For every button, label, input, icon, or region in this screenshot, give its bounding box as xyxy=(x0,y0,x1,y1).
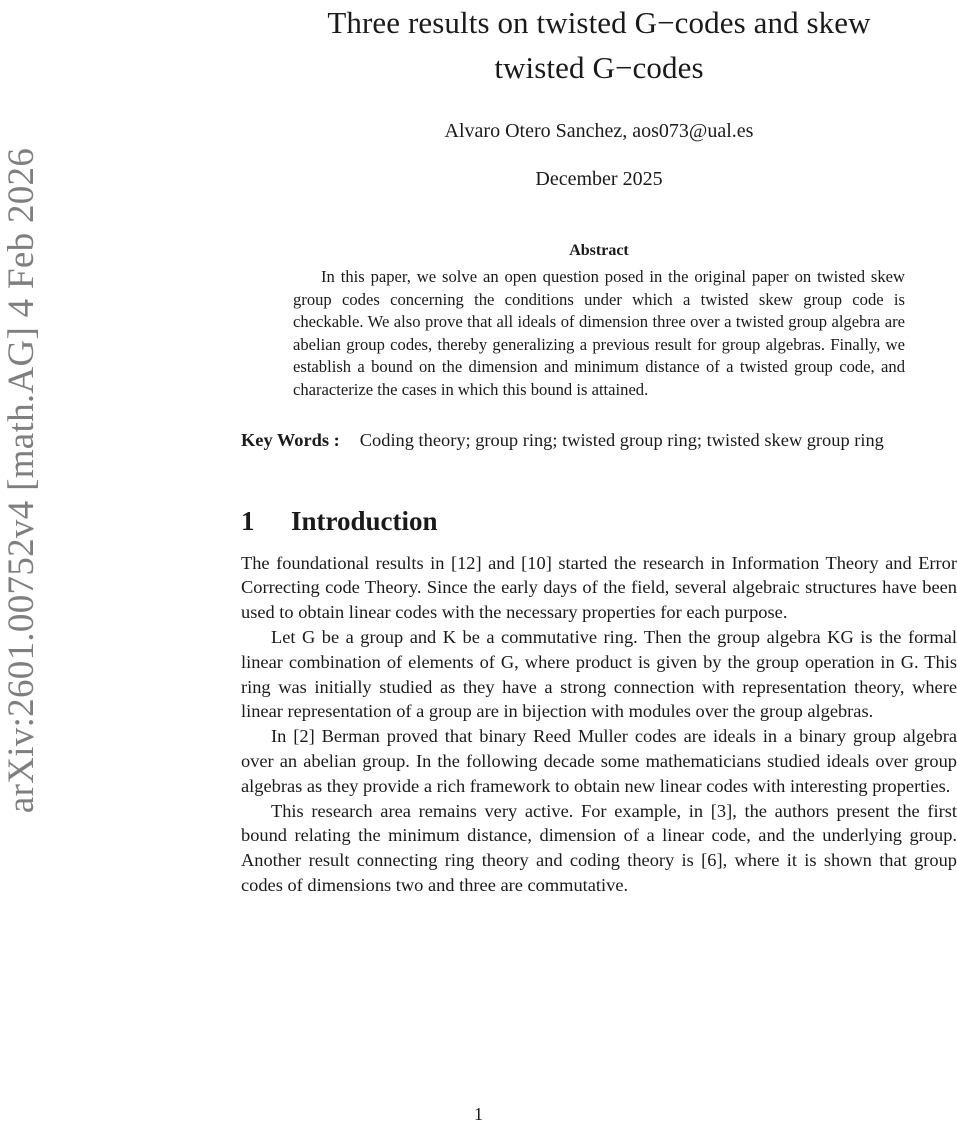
keywords-label: Key Words : xyxy=(241,429,340,450)
arxiv-identifier-text: arXiv:2601.00752v4 [math.AG] 4 Feb 2026 xyxy=(1,147,43,813)
section-number: 1 xyxy=(241,505,255,536)
paper-title-line-1: Three results on twisted G−codes and skew xyxy=(327,5,871,40)
keywords xyxy=(241,428,957,453)
page-number: 1 xyxy=(474,1104,483,1124)
section-heading-introduction xyxy=(241,503,957,539)
paper-page xyxy=(241,0,957,898)
body-paragraph: This research area remains very active. For example, in [3], the authors present the first bound relating the minimum distance, dimension of a linear code, and the underlying group. Another result connecting ring theory and coding theory is [6], where it is shown that group codes of dimensions two and three are commutative. xyxy=(241,800,957,895)
abstract-text: In this paper, we solve an open question posed in the original paper on twisted skew group codes concerning the conditions under which a twisted skew group code is checkable. We also prove that all ideals of dimension three over a twisted group algebra are abelian group codes, thereby generalizing a previous result for group algebras. Finally, we establish a bound on the dimension and minimum distance of a twisted group code, and characterize the cases in which this bound is attained. xyxy=(293,267,905,399)
author-line: Alvaro Otero Sanchez, aos073@ual.es xyxy=(444,120,754,142)
publication-date: December 2025 xyxy=(535,168,663,190)
keywords-text: Coding theory; group ring; twisted group ring; twisted skew group ring xyxy=(359,429,884,450)
body-paragraph: The foundational results in [12] and [10] started the research in Information Theory and Error Correcting code Theory. Since the early days of the field, several algebraic structures have been used to obtain linear codes with the necessary properties for each purpose. xyxy=(241,552,957,623)
section-title: Introduction xyxy=(291,505,438,536)
abstract-heading: Abstract xyxy=(569,242,629,259)
introduction-body xyxy=(241,551,957,898)
body-paragraph: In [2] Berman proved that binary Reed Muller codes are ideals in a binary group algebra over an abelian group. In the following decade some mathematicians studied ideals over group algebras as they provide a rich framework to obtain new linear codes with interesting properties. xyxy=(241,726,957,796)
paper-title-line-2: twisted G−codes xyxy=(494,50,704,85)
body-paragraph: Let G be a group and K be a commutative ring. Then the group algebra KG is the formal linear combination of elements of G, where product is given by the group operation in G. This ring was initially studied as they have a strong connection with representation theory, where linear representation of a group are in bijection with modules over the group algebras. xyxy=(241,626,957,722)
arxiv-identifier-stamp xyxy=(2,100,42,860)
paper-title xyxy=(241,0,957,90)
